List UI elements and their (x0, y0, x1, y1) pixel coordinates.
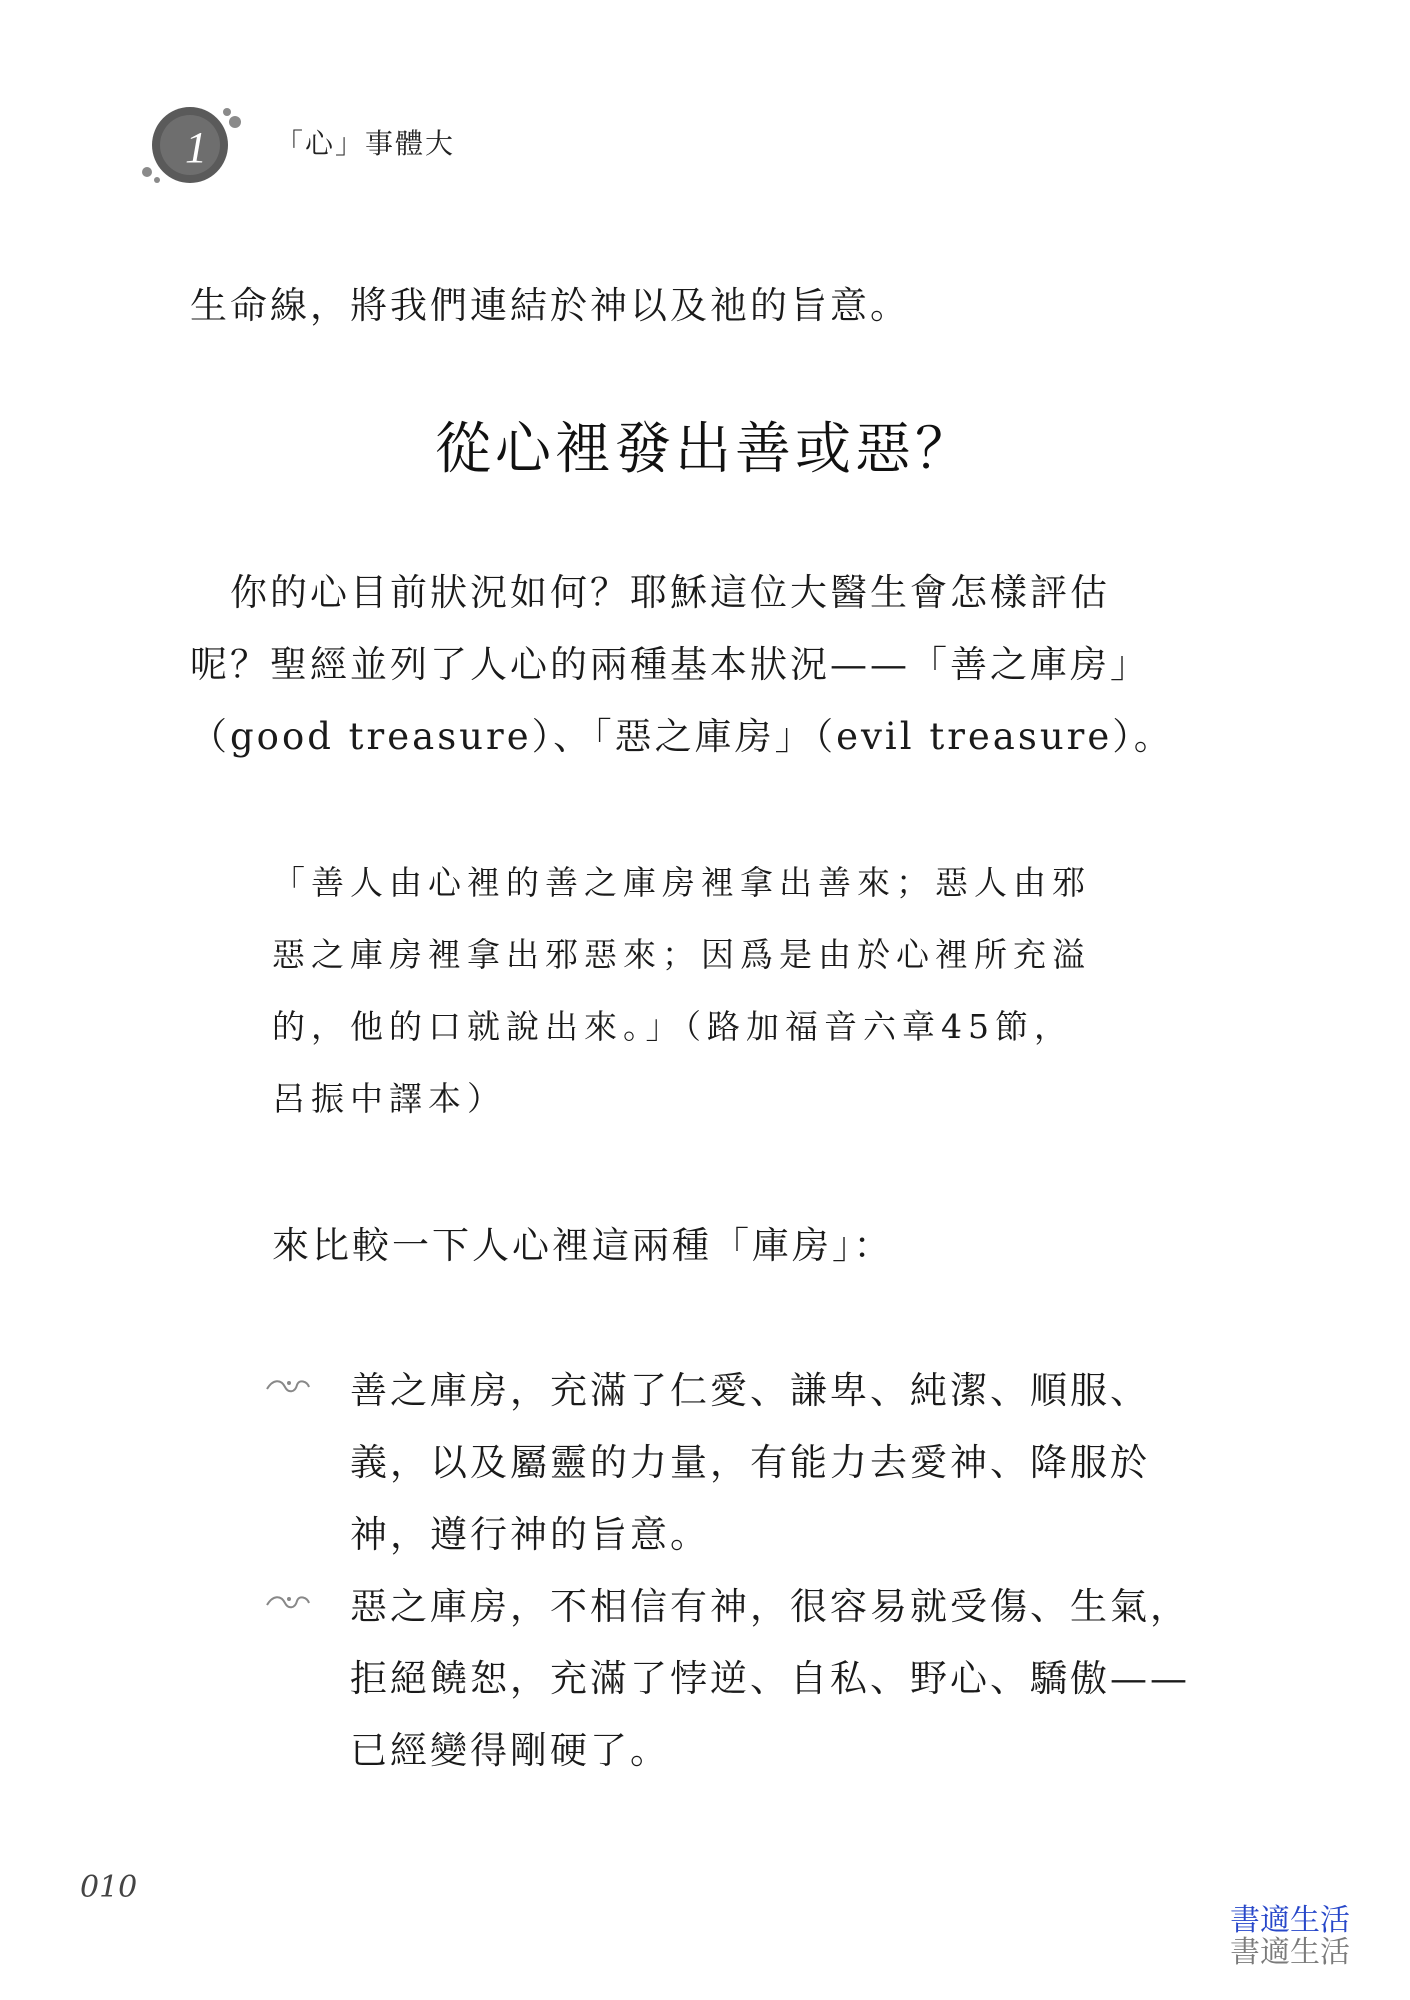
compare-line-text: 來比較一下人心裡這兩種「庫房」： (272, 1224, 894, 1267)
list-item (265, 1355, 1225, 1571)
list-item-line: 拒絕饒恕，充滿了悖逆、自私、野心、驕傲—— (350, 1657, 1190, 1700)
list-item-line: 惡之庫房，不相信有神，很容易就受傷、生氣， (350, 1585, 1190, 1628)
chapter-number: 1 (185, 123, 207, 172)
list-item-line: 神，遵行神的旨意。 (350, 1513, 710, 1556)
ornament-bullet-icon (265, 1375, 311, 1397)
scripture-quote (272, 847, 1152, 1135)
list-item-line: 已經變得剛硬了。 (350, 1729, 670, 1772)
section-heading: 從心裡發出善或惡？ (435, 417, 975, 482)
quote-line: 「善人由心裡的善之庫房裡拿出善來；惡人由邪 (272, 863, 1091, 902)
page-number: 010 (80, 1870, 138, 1905)
paragraph-line: 呢？聖經並列了人心的兩種基本狀況——「善之庫房」 (190, 643, 1150, 686)
list-item-line: 善之庫房，充滿了仁愛、謙卑、純潔、順服、 (350, 1369, 1150, 1412)
quote-line: 的，他的口就說出來。」（路加福音六章45節， (272, 1007, 1073, 1046)
paragraph-line: （good treasure）、「惡之庫房」（evil treasure）。 (190, 715, 1174, 758)
chapter-badge-icon (135, 100, 245, 190)
chapter-title: 「心」事體大 (275, 127, 456, 160)
intro-line (190, 270, 910, 342)
list-item (265, 1571, 1225, 1787)
running-header (135, 100, 735, 190)
list-item-line: 義，以及屬靈的力量，有能力去愛神、降服於 (350, 1441, 1150, 1484)
watermark-line: 書適生活 (1230, 1903, 1350, 1938)
ornament-bullet-icon (265, 1591, 311, 1613)
quote-line: 惡之庫房裡拿出邪惡來；因爲是由於心裡所充溢 (272, 935, 1091, 974)
quote-line: 呂振中譯本） (272, 1079, 506, 1118)
paragraph-line: 你的心目前狀況如何？耶穌這位大醫生會怎樣評估 (190, 571, 1110, 614)
treasure-list (265, 1355, 1225, 1787)
publisher-watermark (1230, 1905, 1350, 1969)
intro-line-text: 生命線，將我們連結於神以及祂的旨意。 (190, 284, 910, 327)
watermark-line: 書適生活 (1230, 1935, 1350, 1970)
compare-line (272, 1210, 894, 1282)
paragraph-1 (190, 557, 1174, 773)
